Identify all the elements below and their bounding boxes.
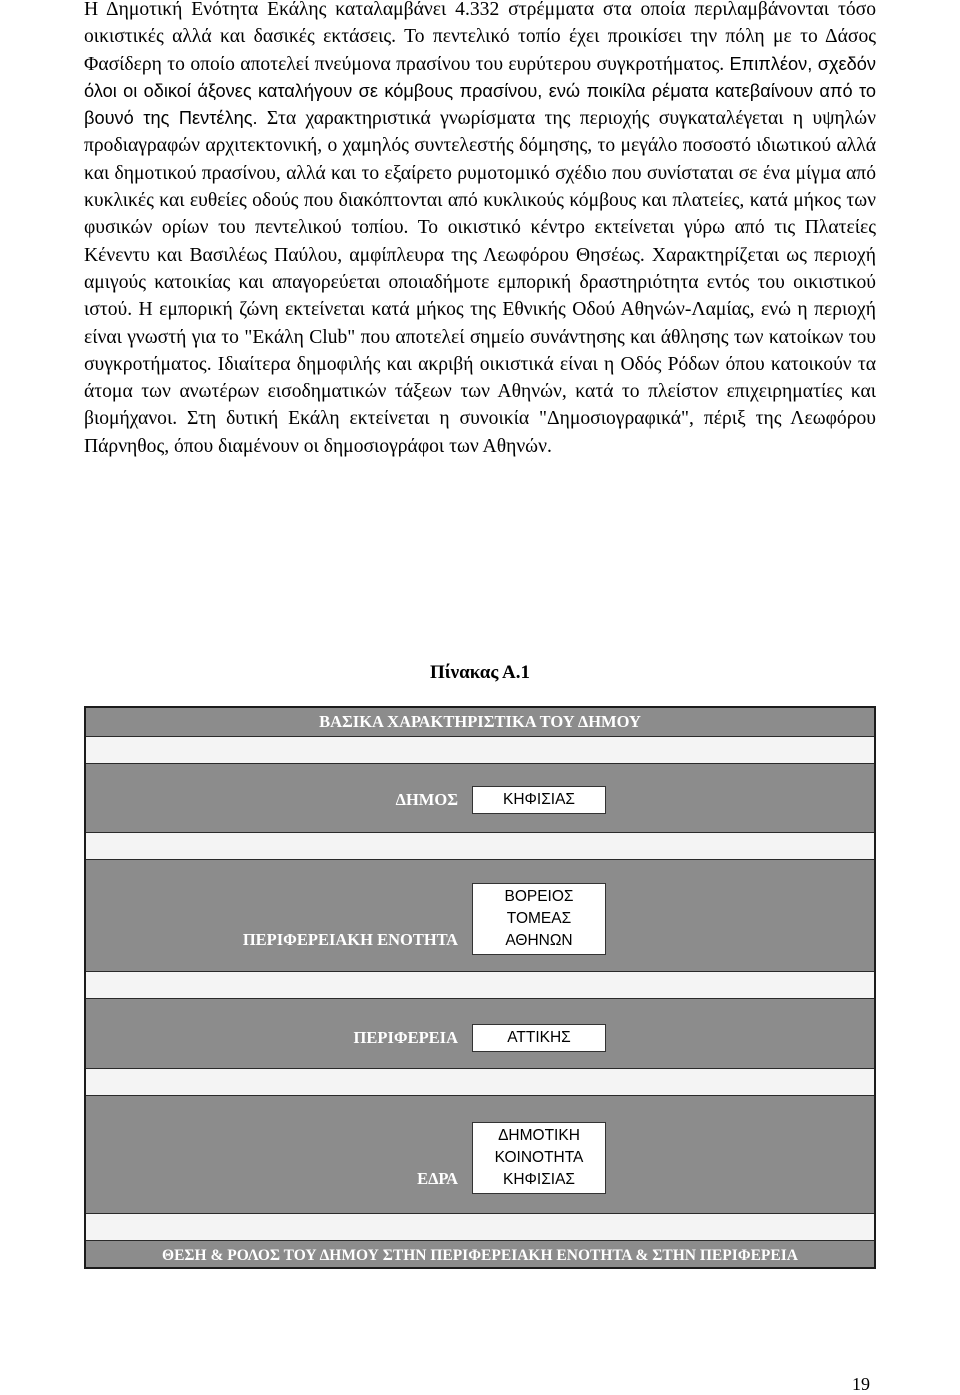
table-header: ΒΑΣΙΚΑ ΧΑΡΑΚΤΗΡΙΣΤΙΚΑ ΤΟΥ ΔΗΜΟΥ [319, 712, 641, 731]
row-label-dimos: ΔΗΜΟΣ [395, 790, 458, 809]
table-spacer-band [86, 736, 874, 764]
body-paragraph [84, 0, 876, 460]
row-value-dimos: ΚΗΦΙΣΙΑΣ [472, 786, 606, 814]
row-label-perifereiaki-enotita: ΠΕΡΙΦΕΡΕΙΑΚΗ ΕΝΟΤΗΤΑ [242, 930, 458, 949]
table-spacer-band [86, 971, 874, 999]
table-spacer-band [86, 1068, 874, 1096]
row-value-edra: ΔΗΜΟΤΙΚΗ ΚΟΙΝΟΤΗΤΑ ΚΗΦΙΣΙΑΣ [472, 1122, 606, 1194]
table-caption: Πίνακας Α.1 [429, 662, 531, 683]
table-footer: ΘΕΣΗ & ΡΟΛΟΣ ΤΟΥ ΔΗΜΟΥ ΣΤΗΝ ΠΕΡΙΦΕΡΕΙΑΚΗ ΕΝΟΤΗΤΑ & ΣΤΗΝ ΠΕΡΙΦΕΡΕΙΑ [162, 1247, 798, 1264]
row-label-perifereia: ΠΕΡΙΦΕΡΕΙΑ [353, 1028, 458, 1047]
page-number: 19 [852, 1374, 870, 1394]
paragraph-sentence-1: Η Δημοτική Ενότητα Εκάλης καταλαμβάνει 4.332 στρέμματα στα οποία περιλαμβάνονται τόσο οικιστικές αλλά και δασικές εκτάσεις. Το πεντελικό τοπίο έχει προικίσει την πόλη με το Δάσος Φασίδερη το οποίο αποτελεί πνεύμονα πρασίνου του ευρύτερου συγκροτήματος. [84, 0, 876, 75]
row-value-perifereiaki-enotita: ΒΟΡΕΙΟΣ ΤΟΜΕΑΣ ΑΘΗΝΩΝ [472, 883, 606, 955]
row-label-edra: ΕΔΡΑ [417, 1169, 458, 1188]
paragraph-sentence-3: Στα χαρακτηριστικά γνωρίσματα της περιοχής συγκαταλέγεται η υψηλών προδιαγραφών αρχιτεκτονική, ο χαμηλός συντελεστής δόμησης, το μεγάλο ποσοστό ιδιωτικού αλλά και δημοτικού πρασίνου, αλλά και το εξαίρετο ρυμοτομικό σχέδιο που συνίσταται σε ένα μίγμα από κυκλικές και ευθείες οδούς που διακόπτονται από κυκλικούς κόμβους και πλατείες, κατά μήκος των φυσικών ορίων του πεντελικού τοπίου. Το οικιστικό κέντρο εκτείνεται γύρω από τις Πλατείες Κένεντυ και Βασιλέως Παύλου, αμφίπλευρα της Λεωφόρου Θησέως. Χαρακτηρίζεται ως περιοχή αμιγούς κατοικίας και απαγορεύεται οποιαδήμοτε εμπορική δραστηριότητα εντός του οικιστικού ιστού. Η εμπορική ζώνη εκτείνεται κατά μήκος της Εθνικής Οδού Αθηνών-Λαμίας, ενώ η περιοχή είναι γνωστή για το "Εκάλη Club" που αποτελεί σημείο συνάντησης και άθλησης των κατοίκων του συγκροτήματος. Ιδιαίτερα δημοφιλής και ακριβή οικιστικά είναι η Οδός Ρόδων όπου κατοικούν τα άτομα των ανωτέρων εισοδηματικών τάξεων των Αθηνών, κατά το πλείστον επιχειρηματίες και βιομήχανοι. Στη δυτική Εκάλη εκτείνεται η συνοικία "Δημοσιογραφικά", πέριξ της Λεωφόρου Πάρνηθος, όπου διαμένουν οι δημοσιογράφοι των Αθηνών. [84, 108, 876, 457]
row-value-perifereia: ΑΤΤΙΚΗΣ [472, 1024, 606, 1052]
basic-characteristics-table [84, 706, 876, 1269]
table-spacer-band [86, 1213, 874, 1241]
table-spacer-band [86, 832, 874, 860]
paragraph-sentence-2: Επιπλέον, σχεδόν όλοι οι οδικοί άξονες καταλήγουν σε κόμβους πρασίνου, ενώ ποικίλα ρέματα κατεβαίνουν από το βουνό της Πεντέλης. [84, 53, 877, 129]
